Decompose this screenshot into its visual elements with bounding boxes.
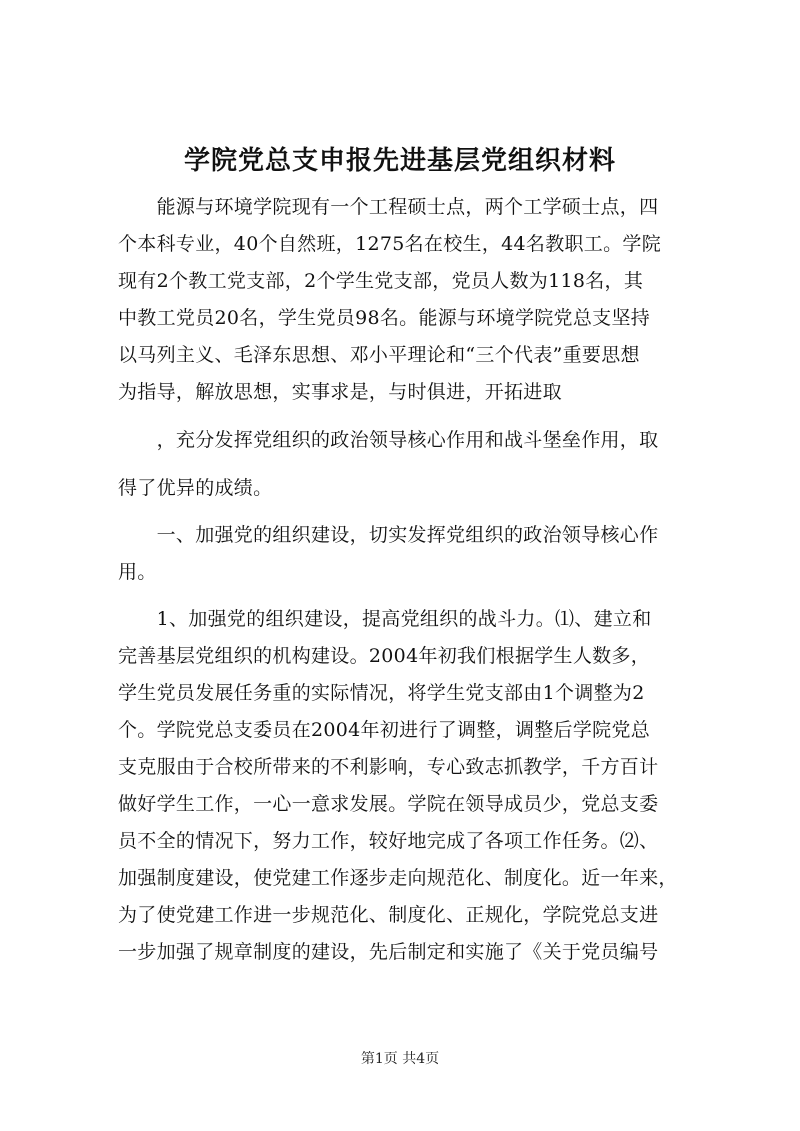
body-line: 个。学院党总支委员在2004年初进行了调整，调整后学院党总 — [118, 719, 651, 741]
body-line: 为了使党建工作进一步规范化、制度化、正规化，学院党总支进 — [118, 904, 659, 926]
body-line: 支克服由于合校所带来的不利影响，专心致志抓教学，千方百计 — [118, 756, 659, 778]
body-line: 一步加强了规章制度的建设，先后制定和实施了《关于党员编号 — [118, 941, 659, 963]
body-line: 完善基层党组织的机构建设。2004年初我们根据学生人数多， — [118, 645, 651, 667]
body-line: 个本科专业，40个自然班，1275名在校生，44名教职工。学院 — [118, 233, 662, 255]
body-line: 中教工党员20名，学生党员98名。能源与环境学院党总支坚持 — [118, 307, 651, 329]
body-line: 得了优异的成绩。 — [118, 477, 273, 499]
body-line: 学生党员发展任务重的实际情况，将学生党支部由1个调整为2 — [118, 682, 645, 704]
body-line: 能源与环境学院现有一个工程硕士点，两个工学硕士点，四 — [118, 196, 659, 218]
body-line: 为指导，解放思想，实事求是，与时俱进，开拓进取 — [118, 381, 562, 403]
body-line: 现有2个教工党支部，2个学生党支部，党员人数为118名，其 — [118, 270, 644, 292]
body-line: 1、加强党的组织建设，提高党组织的战斗力。⑴、建立和 — [118, 608, 652, 630]
body-line: 加强制度建设，使党建工作逐步走向规范化、制度化。近一年来， — [118, 867, 678, 889]
body-line: ，充分发挥党组织的政治领导核心作用和战斗堡垒作用，取 — [118, 429, 659, 451]
body-line: 以马列主义、毛泽东思想、邓小平理论和“三个代表”重要思想 — [118, 344, 640, 366]
page-number-footer: 第1页 共4页 — [360, 1051, 440, 1067]
document-title: 学院党总支申报先进基层党组织材料 — [183, 146, 616, 176]
section-heading-line: 一、加强党的组织建设，切实发挥党组织的政治领导核心作 — [118, 524, 659, 546]
section-heading-line: 用。 — [118, 561, 157, 583]
body-line: 做好学生工作，一心一意求发展。学院在领导成员少，党总支委 — [118, 793, 659, 815]
body-line: 员不全的情况下，努力工作，较好地完成了各项工作任务。⑵、 — [118, 830, 659, 852]
